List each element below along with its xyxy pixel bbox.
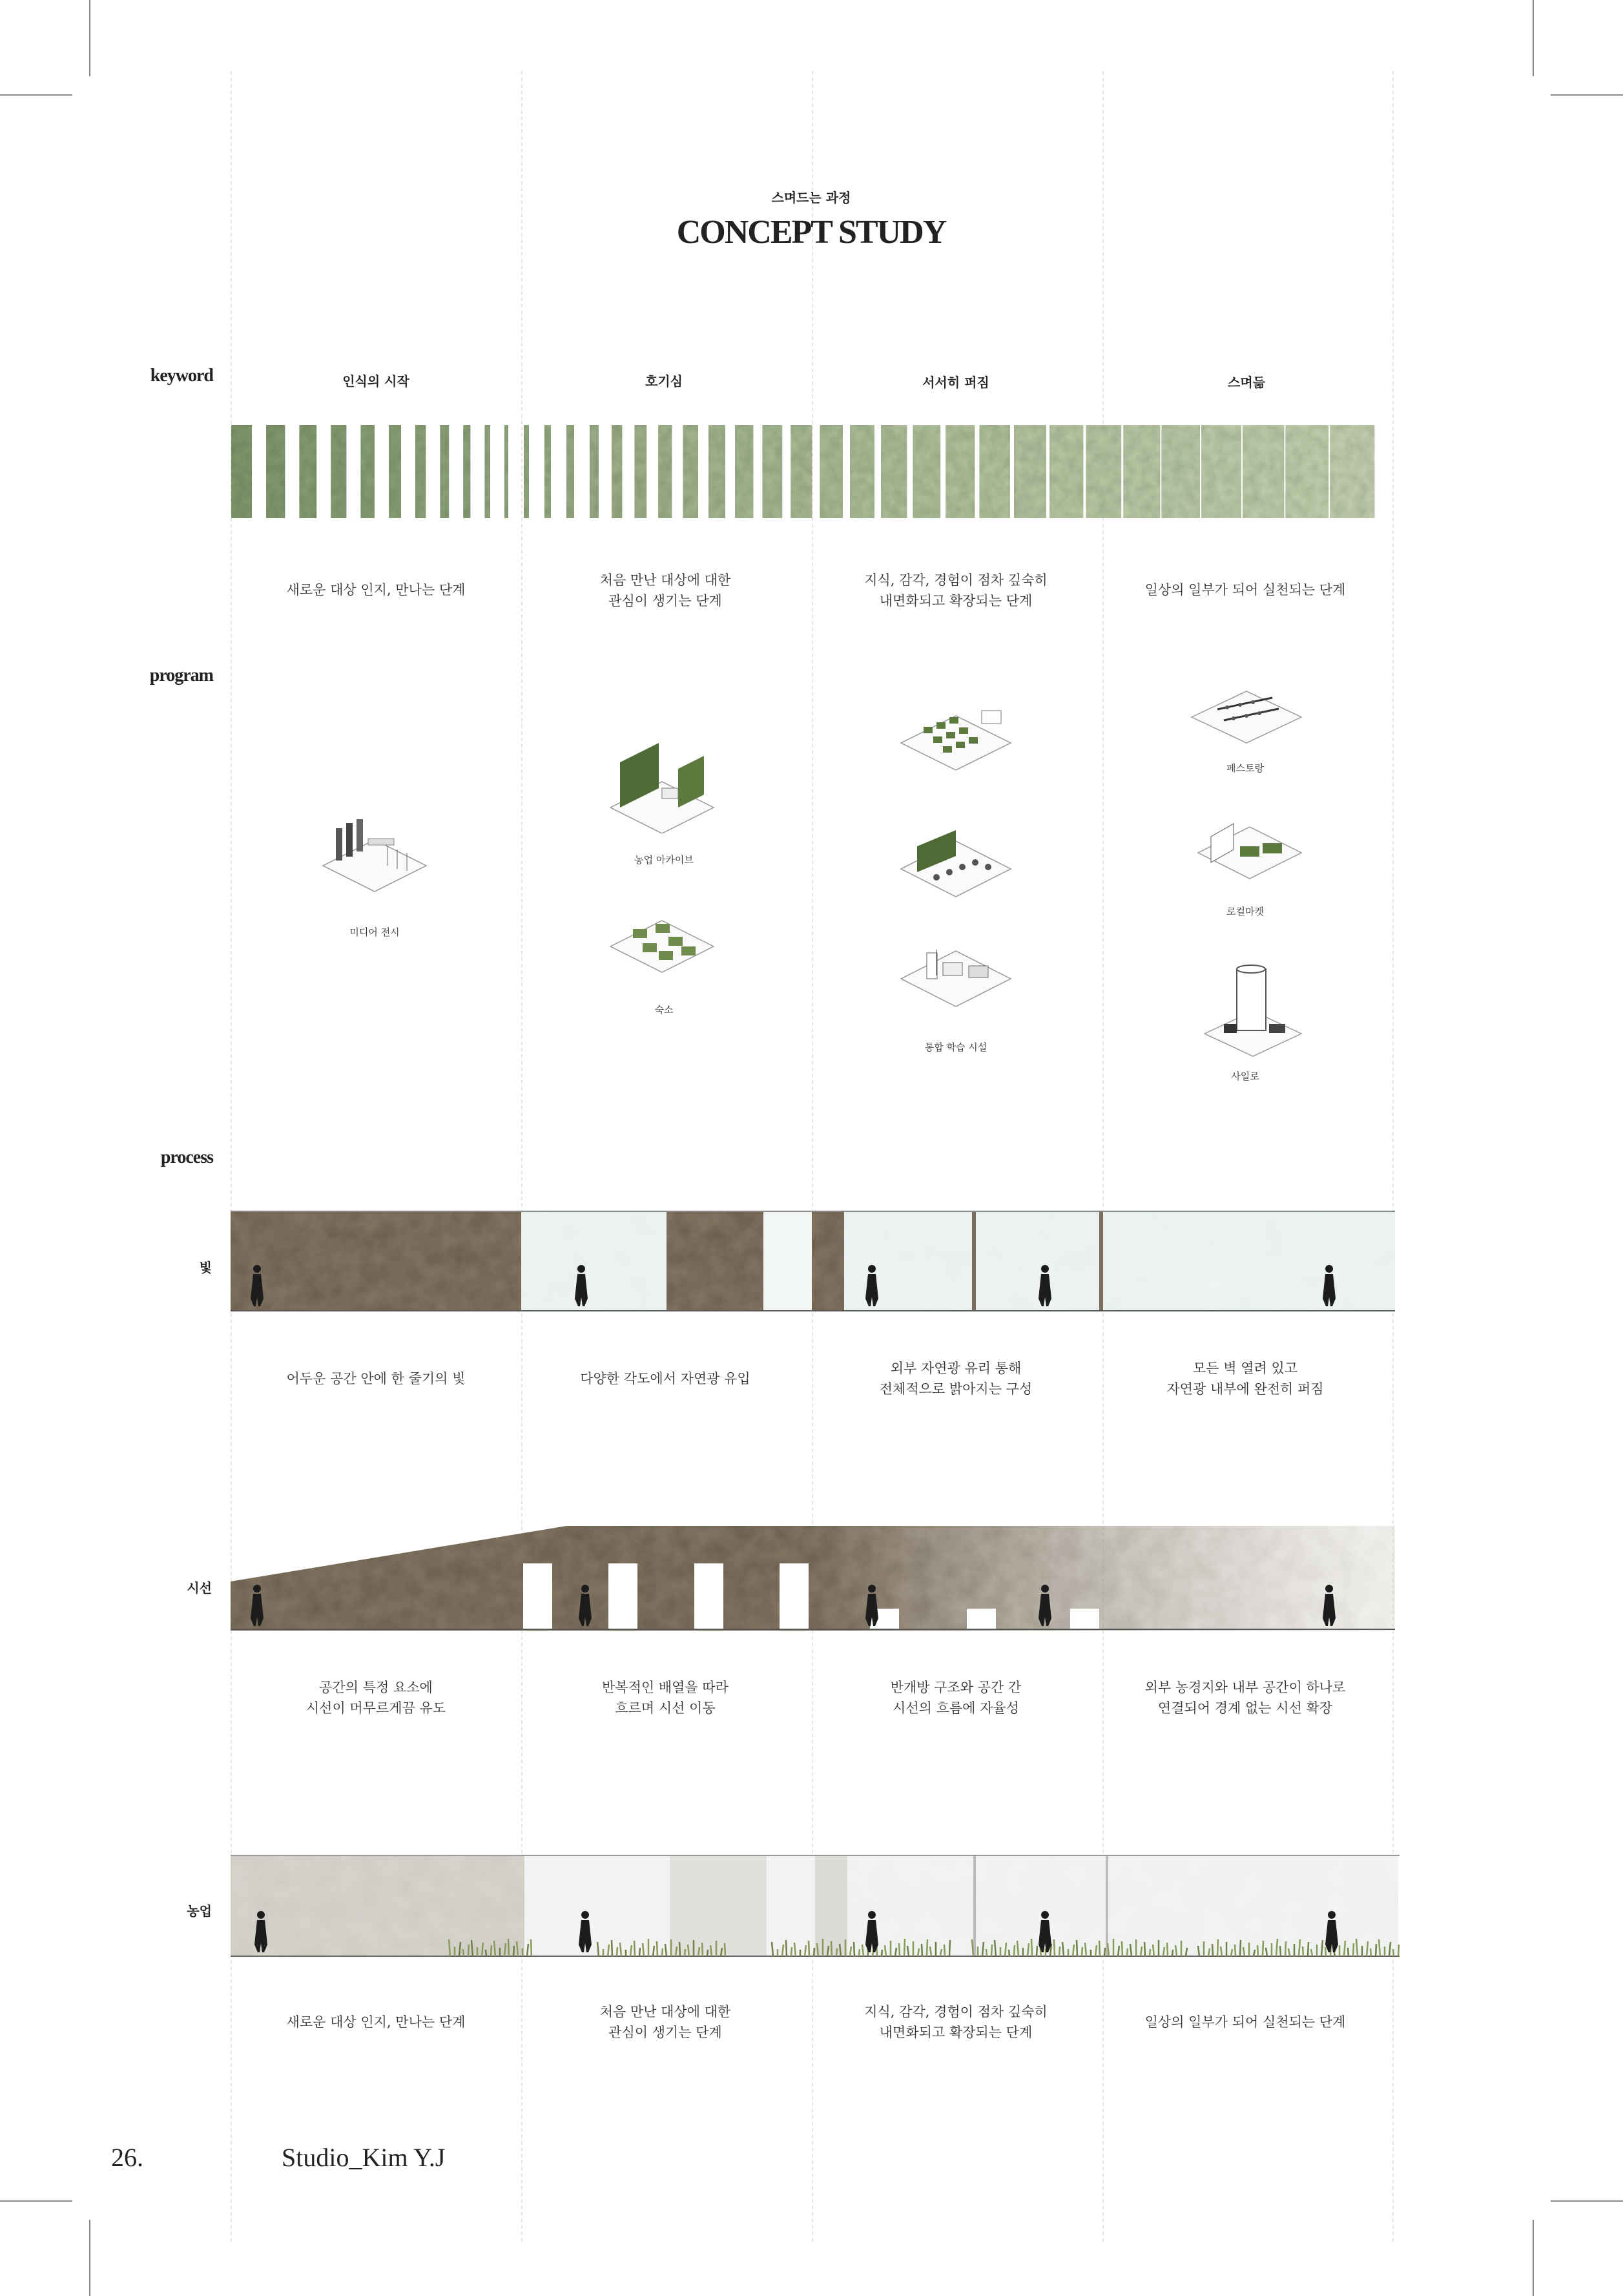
person-figure [1039,1265,1051,1306]
light-desc-4: 모든 벽 열려 있고 자연광 내부에 완전히 퍼짐 [1166,1361,1324,1397]
person-figure [865,1585,878,1626]
person-figure [1323,1265,1336,1306]
program-caption: 미디어 전시 [349,926,400,938]
person-figure [1323,1585,1336,1626]
program-caption: 로컬마켓 [1226,906,1264,917]
page-subtitle: 스며드는 과정 [771,190,851,205]
keyword-1: 인식의 시작 [342,373,409,389]
program-caption: 페스토랑 [1226,762,1264,774]
light-desc-1: 어두운 공간 안에 한 줄기의 빛 [286,1371,466,1386]
row-label-keyword: keyword [150,366,213,386]
process-label-farming: 농업 [187,1903,212,1919]
studio-credit: Studio_Kim Y.J [282,2143,446,2172]
light-desc-2: 다양한 각도에서 자연광 유입 [580,1371,750,1386]
row-label-program: program [149,665,213,685]
person-figure [865,1265,878,1306]
light-desc-3: 외부 자연광 유리 통해 전체적으로 밝아지는 구성 [879,1361,1033,1397]
farming-desc-4: 일상의 일부가 되어 실천되는 단계 [1144,2014,1346,2030]
sight-desc-1: 공간의 특정 요소에 시선이 머무르게끔 유도 [305,1680,446,1716]
program-caption: 숙소 [654,1004,674,1016]
farming-desc-3: 지식, 감각, 경험이 점차 깊숙히 내면화되고 확장되는 단계 [864,2004,1048,2040]
person-figure [865,1911,878,1952]
person-figure [1039,1911,1051,1952]
keyword-desc-4: 일상의 일부가 되어 실천되는 단계 [1144,582,1346,598]
keyword-desc-3: 지식, 감각, 경험이 점차 깊숙히 내면화되고 확장되는 단계 [864,572,1048,609]
program-caption: 사일로 [1231,1070,1259,1082]
person-figure [1039,1585,1051,1626]
keyword-3: 서서히 퍼짐 [922,375,989,390]
sight-desc-3: 반개방 구조와 공간 간 시선의 흐름에 자율성 [890,1680,1022,1716]
farming-desc-2: 처음 만난 대상에 대한 관심이 생기는 단계 [599,2004,731,2040]
person-figure [579,1585,592,1626]
person-figure [579,1911,592,1952]
sight-desc-2: 반복적인 배열을 따라 흐르며 시선 이동 [602,1680,729,1716]
keyword-2: 호기심 [645,373,683,389]
keyword-desc-2: 처음 만난 대상에 대한 관심이 생기는 단계 [599,572,731,609]
person-figure [575,1265,588,1306]
person-figure [1325,1911,1338,1952]
row-label-process: process [160,1147,213,1167]
person-figure [251,1585,264,1626]
keyword-4: 스며듦 [1228,375,1265,390]
keyword-desc-1: 새로운 대상 인지, 만나는 단계 [286,582,466,598]
person-figure [251,1265,264,1306]
process-label-light: 빛 [199,1260,212,1275]
person-figure [254,1911,267,1952]
farming-desc-1: 새로운 대상 인지, 만나는 단계 [286,2014,466,2030]
program-caption: 통합 학습 시설 [924,1041,987,1053]
program-caption: 농업 아카이브 [634,854,694,866]
process-label-sight: 시선 [187,1580,212,1596]
page-number: 26. [111,2143,143,2172]
page-title: CONCEPT STUDY [676,214,946,251]
sight-desc-4: 외부 농경지와 내부 공간이 하나로 연결되어 경계 없는 시선 확장 [1144,1680,1346,1716]
